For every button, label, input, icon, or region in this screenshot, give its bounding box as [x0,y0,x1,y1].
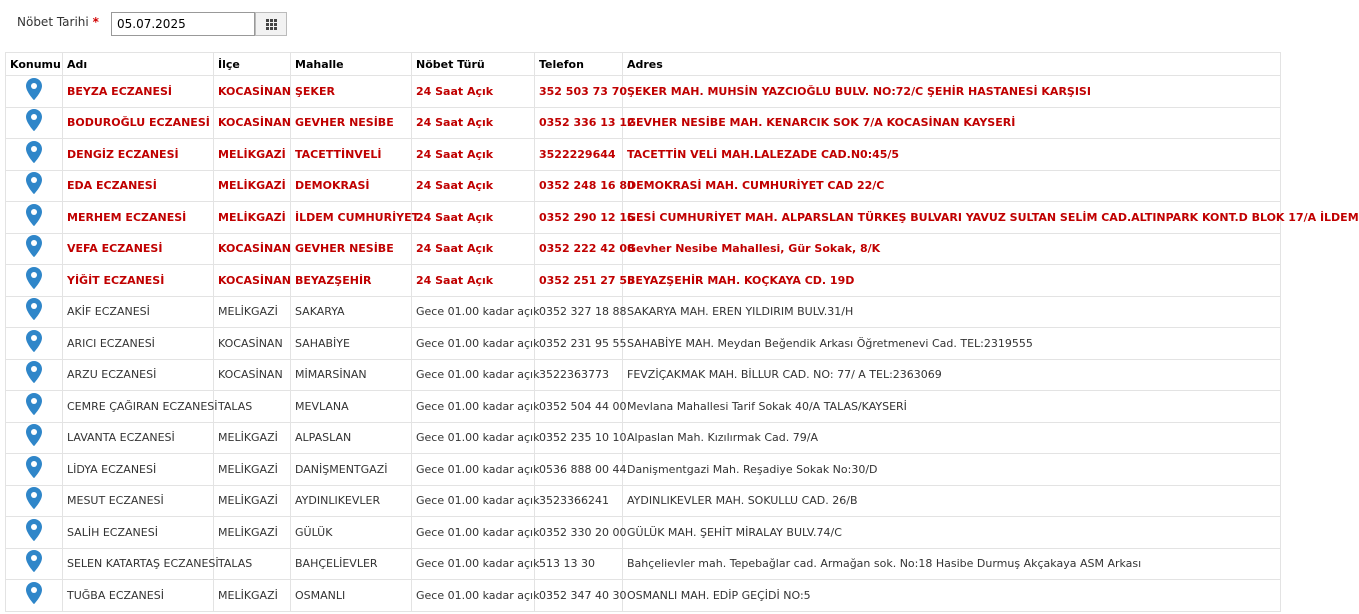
pharmacy-name: BODUROĞLU ECZANESİ [63,107,214,139]
map-pin-icon[interactable] [26,312,42,325]
phone: 0352 222 42 08 [535,233,623,265]
table-row [6,202,1281,234]
location-cell[interactable] [6,454,63,486]
duty-type: Gece 01.00 kadar açık [412,391,535,423]
map-pin-icon[interactable] [26,186,42,199]
district: MELİKGAZİ [214,580,291,612]
pharmacy-name: LİDYA ECZANESİ [63,454,214,486]
location-cell[interactable] [6,485,63,517]
pharmacy-name: TUĞBA ECZANESİ [63,580,214,612]
pharmacy-name: LAVANTA ECZANESİ [63,422,214,454]
table-row [6,485,1281,517]
header-duty-type[interactable]: Nöbet Türü [412,53,535,76]
map-pin-icon[interactable] [26,533,42,546]
pharmacy-name: ARICI ECZANESİ [63,328,214,360]
neighborhood: İLDEM CUMHURİYET [291,202,412,234]
phone: 0352 251 27 55 [535,265,623,297]
duty-type: 24 Saat Açık [412,76,535,108]
location-cell[interactable] [6,170,63,202]
map-pin-icon[interactable] [26,564,42,577]
duty-type: 24 Saat Açık [412,170,535,202]
address: SAHABİYE MAH. Meydan Beğendik Arkası Öğretmenevi Cad. TEL:2319555 [623,328,1281,360]
location-cell[interactable] [6,359,63,391]
neighborhood: MEVLANA [291,391,412,423]
map-pin-icon[interactable] [26,501,42,514]
phone: 0352 504 44 00 [535,391,623,423]
address: OSMANLI MAH. EDİP GEÇİDİ NO:5 [623,580,1281,612]
pharmacy-name: CEMRE ÇAĞIRAN ECZANESİ [63,391,214,423]
pharmacy-name: SALİH ECZANESİ [63,517,214,549]
district: KOCASİNAN [214,76,291,108]
pharmacy-name: ARZU ECZANESİ [63,359,214,391]
table-row [6,170,1281,202]
district: TALAS [214,391,291,423]
duty-type: 24 Saat Açık [412,107,535,139]
neighborhood: SAHABİYE [291,328,412,360]
map-pin-icon[interactable] [26,92,42,105]
neighborhood: GEVHER NESİBE [291,107,412,139]
location-cell[interactable] [6,139,63,171]
map-pin-icon[interactable] [26,438,42,451]
neighborhood: ŞEKER [291,76,412,108]
address: AYDINLIKEVLER MAH. SOKULLU CAD. 26/B [623,485,1281,517]
address: Bahçelievler mah. Tepebağlar cad. Armağan sok. No:18 Hasibe Durmuş Akçakaya ASM Arkası [623,548,1281,580]
pharmacy-name: YİĞİT ECZANESİ [63,265,214,297]
district: KOCASİNAN [214,328,291,360]
header-location[interactable]: Konumu [6,53,63,76]
location-cell[interactable] [6,296,63,328]
table-row [6,517,1281,549]
table-row [6,454,1281,486]
duty-type: Gece 01.00 kadar açık [412,548,535,580]
duty-type: Gece 01.00 kadar açık [412,422,535,454]
duty-type: 24 Saat Açık [412,202,535,234]
pharmacy-name: BEYZA ECZANESİ [63,76,214,108]
district: KOCASİNAN [214,359,291,391]
location-cell[interactable] [6,391,63,423]
neighborhood: BAHÇELİEVLER [291,548,412,580]
calendar-button[interactable] [255,12,287,36]
duty-type: 24 Saat Açık [412,265,535,297]
duty-type: Gece 01.00 kadar açık [412,328,535,360]
neighborhood: TACETTİNVELİ [291,139,412,171]
district: KOCASİNAN [214,265,291,297]
header-neighborhood[interactable]: Mahalle [291,53,412,76]
table-row [6,233,1281,265]
phone: 3522363773 [535,359,623,391]
district: MELİKGAZİ [214,485,291,517]
table-row [6,422,1281,454]
pharmacy-name: SELEN KATARTAŞ ECZANESİ [63,548,214,580]
table-row [6,328,1281,360]
location-cell[interactable] [6,517,63,549]
district: TALAS [214,548,291,580]
table-row [6,391,1281,423]
location-cell[interactable] [6,548,63,580]
district: MELİKGAZİ [214,170,291,202]
district: MELİKGAZİ [214,296,291,328]
table-header-row [6,53,1281,76]
district: KOCASİNAN [214,233,291,265]
calendar-grid-icon [266,19,277,30]
map-pin-icon[interactable] [26,375,42,388]
neighborhood: MİMARSİNAN [291,359,412,391]
neighborhood: ALPASLAN [291,422,412,454]
district: MELİKGAZİ [214,202,291,234]
map-pin-icon[interactable] [26,155,42,168]
address: Mevlana Mahallesi Tarif Sokak 40/A TALAS/KAYSERİ [623,391,1281,423]
pharmacy-name: DENGİZ ECZANESİ [63,139,214,171]
neighborhood: OSMANLI [291,580,412,612]
pharmacy-table [5,52,1359,612]
map-pin-icon[interactable] [26,249,42,262]
neighborhood: GEVHER NESİBE [291,233,412,265]
neighborhood: AYDINLIKEVLER [291,485,412,517]
neighborhood: DEMOKRASİ [291,170,412,202]
neighborhood: GÜLÜK [291,517,412,549]
header-address[interactable]: Adres [623,53,1281,76]
table-row [6,580,1281,612]
table-row [6,265,1281,297]
duty-type: Gece 01.00 kadar açık [412,296,535,328]
duty-type: Gece 01.00 kadar açık [412,454,535,486]
address: GEVHER NESİBE MAH. KENARCIK SOK 7/A KOCASİNAN KAYSERİ [623,107,1281,139]
phone: 0352 231 95 55 [535,328,623,360]
phone: 3523366241 [535,485,623,517]
phone: 0536 888 00 44 [535,454,623,486]
required-mark: * [92,15,99,29]
map-pin-icon[interactable] [26,123,42,136]
map-pin-icon[interactable] [26,218,42,231]
address: TACETTİN VELİ MAH.LALEZADE CAD.N0:45/5 [623,139,1281,171]
address: BEYAZŞEHİR MAH. KOÇKAYA CD. 19D [623,265,1281,297]
address: FEVZİÇAKMAK MAH. BİLLUR CAD. NO: 77/ A TEL:2363069 [623,359,1281,391]
address: GÜLÜK MAH. ŞEHİT MİRALAY BULV.74/C [623,517,1281,549]
address: Danişmentgazi Mah. Reşadiye Sokak No:30/D [623,454,1281,486]
address: DEMOKRASİ MAH. CUMHURİYET CAD 22/C [623,170,1281,202]
location-cell[interactable] [6,580,63,612]
table-row [6,76,1281,108]
phone: 0352 336 13 12 [535,107,623,139]
district: KOCASİNAN [214,107,291,139]
table-row [6,296,1281,328]
date-label: Nöbet Tarihi * [17,15,99,29]
table-row [6,359,1281,391]
address: SAKARYA MAH. EREN YILDIRIM BULV.31/H [623,296,1281,328]
location-cell[interactable] [6,233,63,265]
phone: 0352 347 40 30 [535,580,623,612]
district: MELİKGAZİ [214,517,291,549]
location-cell[interactable] [6,107,63,139]
duty-type: Gece 01.00 kadar açık [412,359,535,391]
neighborhood: DANİŞMENTGAZİ [291,454,412,486]
phone: 352 503 73 70 [535,76,623,108]
pharmacy-name: MESUT ECZANESİ [63,485,214,517]
map-pin-icon[interactable] [26,407,42,420]
location-cell[interactable] [6,76,63,108]
district: MELİKGAZİ [214,422,291,454]
header-district[interactable]: İlçe [214,53,291,76]
phone: 3522229644 [535,139,623,171]
duty-type: Gece 01.00 kadar açık [412,517,535,549]
duty-type: Gece 01.00 kadar açık [412,485,535,517]
phone: 0352 248 16 80 [535,170,623,202]
pharmacy-name: MERHEM ECZANESİ [63,202,214,234]
duty-type: 24 Saat Açık [412,233,535,265]
header-phone[interactable]: Telefon [535,53,623,76]
location-cell[interactable] [6,202,63,234]
district: MELİKGAZİ [214,454,291,486]
address: ŞEKER MAH. MUHSİN YAZCIOĞLU BULV. NO:72/C ŞEHİR HASTANESİ KARŞISI [623,76,1281,108]
district: MELİKGAZİ [214,139,291,171]
pharmacy-name: EDA ECZANESİ [63,170,214,202]
map-pin-icon[interactable] [26,281,42,294]
location-cell[interactable] [6,422,63,454]
neighborhood: SAKARYA [291,296,412,328]
table-row [6,107,1281,139]
address: Alpaslan Mah. Kızılırmak Cad. 79/A [623,422,1281,454]
map-pin-icon[interactable] [26,344,42,357]
table-row [6,139,1281,171]
duty-type: 24 Saat Açık [412,139,535,171]
date-input[interactable] [111,12,255,36]
neighborhood: BEYAZŞEHİR [291,265,412,297]
pharmacy-name: VEFA ECZANESİ [63,233,214,265]
table-row [6,548,1281,580]
location-cell[interactable] [6,328,63,360]
address: Gevher Nesibe Mahallesi, Gür Sokak, 8/K [623,233,1281,265]
duty-type: Gece 01.00 kadar açık [412,580,535,612]
header-name[interactable]: Adı [63,53,214,76]
phone: 0352 290 12 15 [535,202,623,234]
map-pin-icon[interactable] [26,596,42,609]
pharmacy-name: AKİF ECZANESİ [63,296,214,328]
map-pin-icon[interactable] [26,470,42,483]
phone: 0352 235 10 10 [535,422,623,454]
phone: 513 13 30 [535,548,623,580]
address: GESİ CUMHURİYET MAH. ALPARSLAN TÜRKEŞ BULVARI YAVUZ SULTAN SELİM CAD.ALTINPARK KONT.D BLOK 17/A İLDEM [623,202,1281,234]
location-cell[interactable] [6,265,63,297]
phone: 0352 330 20 00 [535,517,623,549]
phone: 0352 327 18 88 [535,296,623,328]
